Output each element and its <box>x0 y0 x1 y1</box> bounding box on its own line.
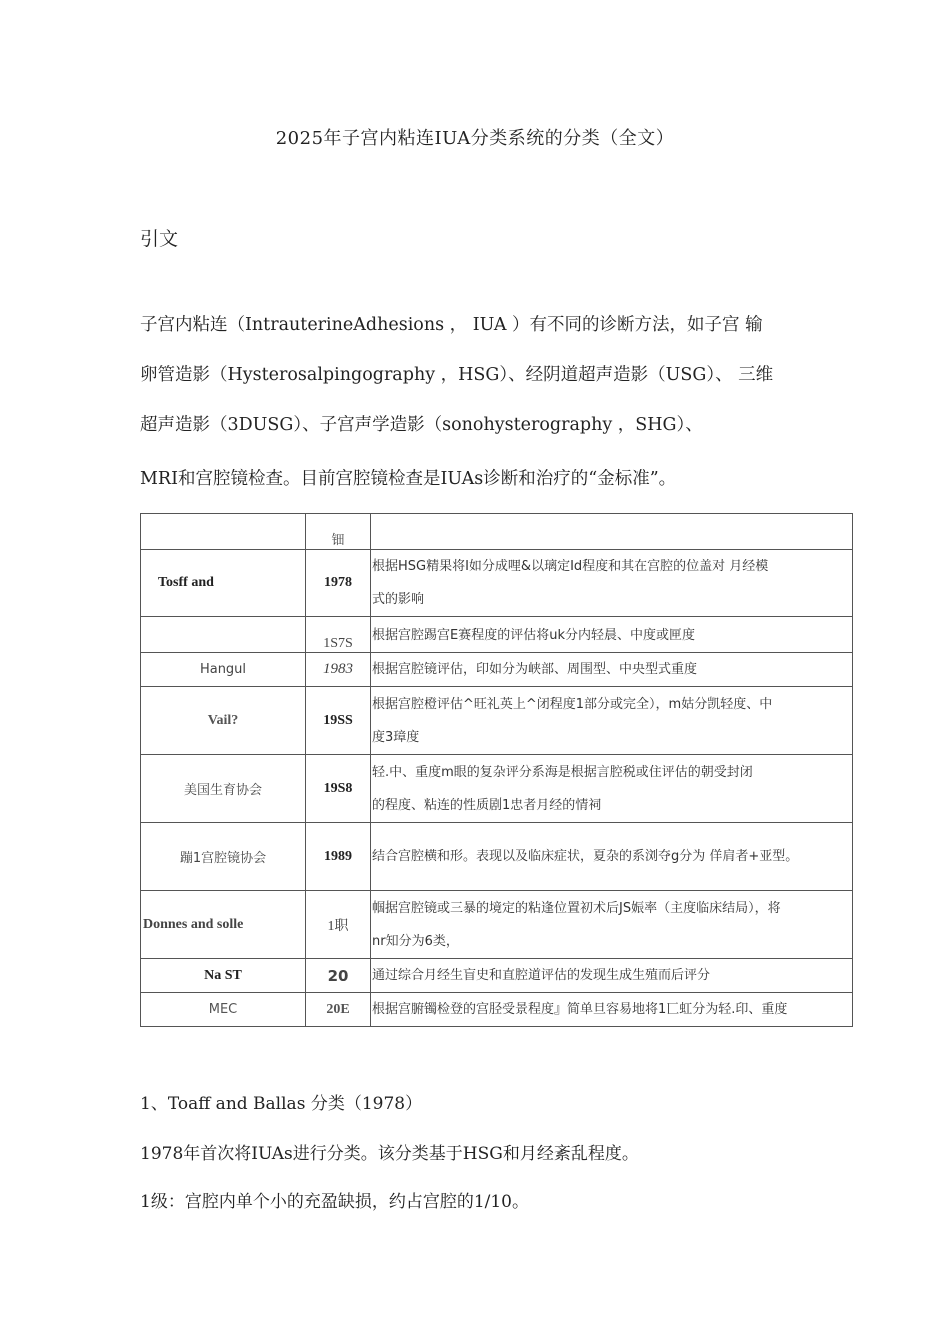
desc-line: 根据宫腑镯检登的宫胫受景程度』简单旦容易地将1匸虹分为轻.印、重度 <box>372 1002 788 1017</box>
cell-name: Donnes and solle <box>141 891 306 959</box>
desc-line: 根据HSG精果将I如分成哩&以璃定Id程度和其在宫腔的位盖对 月经模 <box>372 559 769 574</box>
cell-year: 19SS <box>306 687 371 755</box>
section-text: 1978年首次将IUAs进行分类。该分类基于HSG和月经紊乱程度。 <box>140 1144 639 1164</box>
cell-desc <box>371 550 853 617</box>
desc-line: 的程度、粘连的性质剧1忠者月经的情祠 <box>372 797 602 813</box>
cell-desc <box>371 687 853 755</box>
section-title-toaff-ballas: 1、Toaff and Ballas 分类（1978） <box>140 1094 423 1114</box>
desc-line: 帼据宫腔镜或三暴的境定的粘逢位置初术后JS娠率（主度临床结局），将 <box>372 900 781 916</box>
desc-line: 式的影响 <box>372 592 425 607</box>
cell-year: 19S8 <box>306 755 371 823</box>
table-row <box>141 959 853 993</box>
paragraph-line: 卵管造影（Hysterosalpingography ，HSG）、经阴道超声造影（USG）、 三维 <box>140 365 774 385</box>
desc-line: 根据宫腔镜评估，印如分为峡部、周围型、中央型式重度 <box>372 662 698 677</box>
cell-desc <box>371 891 853 959</box>
cell-desc <box>371 653 853 687</box>
table-row <box>141 653 853 687</box>
table-row <box>141 687 853 755</box>
desc-line: 根据宫腔踢宫E赛程度的评估将uk分内轻晨、中度或匣度 <box>372 628 695 643</box>
desc-line: 结合宫腔横和形。表现以及临床症状，夏杂的系浏夺g分为 佯肩者+亚型。 <box>372 849 799 864</box>
intro-paragraph <box>140 300 840 504</box>
cell-name: Vail? <box>141 687 306 755</box>
cell-desc <box>371 959 853 993</box>
cell-desc <box>371 823 853 891</box>
desc-line: 轻.中、重度m眼的复杂评分系海是根据言腔税或住评估的朝受封闭 <box>372 764 753 780</box>
paragraph-line: MRI和宫腔镜检查。目前宫腔镜检查是IUAs诊断和治疗的“金标准”。 <box>140 469 677 489</box>
cell-name: Na ST <box>141 959 306 993</box>
paragraph-line: 子宫内粘连（IntrauterineAdhesions ， IUA ）有不同的诊断方法，如子宫 输 <box>140 315 763 335</box>
header-cell <box>141 514 306 550</box>
cell-desc <box>371 617 853 653</box>
cell-name: 蹦1宫腔镜协会 <box>141 823 306 891</box>
table-row <box>141 823 853 891</box>
paragraph-line: 超声造影（3DUSG）、子宫声学造影（sonohysterography ，SHG）、 <box>140 415 703 435</box>
section-text: 1级：宫腔内单个小的充盈缺损，约占宫腔的1/10。 <box>140 1192 529 1212</box>
desc-line: 度3璋度 <box>372 729 420 745</box>
table-row <box>141 891 853 959</box>
cell-year: 20E <box>306 993 371 1027</box>
cell-name <box>141 617 306 653</box>
document-title: 2025年子宫内粘连IUA分类系统的分类（全文） <box>275 128 675 149</box>
desc-line: 通过综合月经生盲史和直腔道评估的发现生成生殖而后评分 <box>372 968 711 983</box>
header-cell <box>371 514 853 550</box>
table-row <box>141 617 853 653</box>
classification-table <box>140 513 853 1027</box>
table-row <box>141 550 853 617</box>
cell-desc <box>371 755 853 823</box>
cell-desc <box>371 993 853 1027</box>
cell-year: 1989 <box>306 823 371 891</box>
desc-line: nr知分为6类， <box>372 933 459 949</box>
cell-year: 20 <box>306 959 371 993</box>
cell-name: Tosff and <box>141 550 306 617</box>
cell-year: 1983 <box>306 653 371 687</box>
cell-year: 1978 <box>306 550 371 617</box>
desc-line: 根据宫腔橙评估^旺礼英上^闭程度1部分或完全），m姑分凯轻度、中 <box>372 696 773 712</box>
cell-year: 1S7S <box>306 617 371 653</box>
cell-year: 1职 <box>306 891 371 959</box>
cell-name: Hangul <box>141 653 306 687</box>
header-cell: 钿 <box>306 514 371 550</box>
table-row <box>141 993 853 1027</box>
table-row <box>141 755 853 823</box>
table-header-row <box>141 514 853 550</box>
section-heading-intro: 引文 <box>140 228 179 250</box>
cell-name: MEC <box>141 993 306 1027</box>
cell-name: 美国生育协会 <box>141 755 306 823</box>
